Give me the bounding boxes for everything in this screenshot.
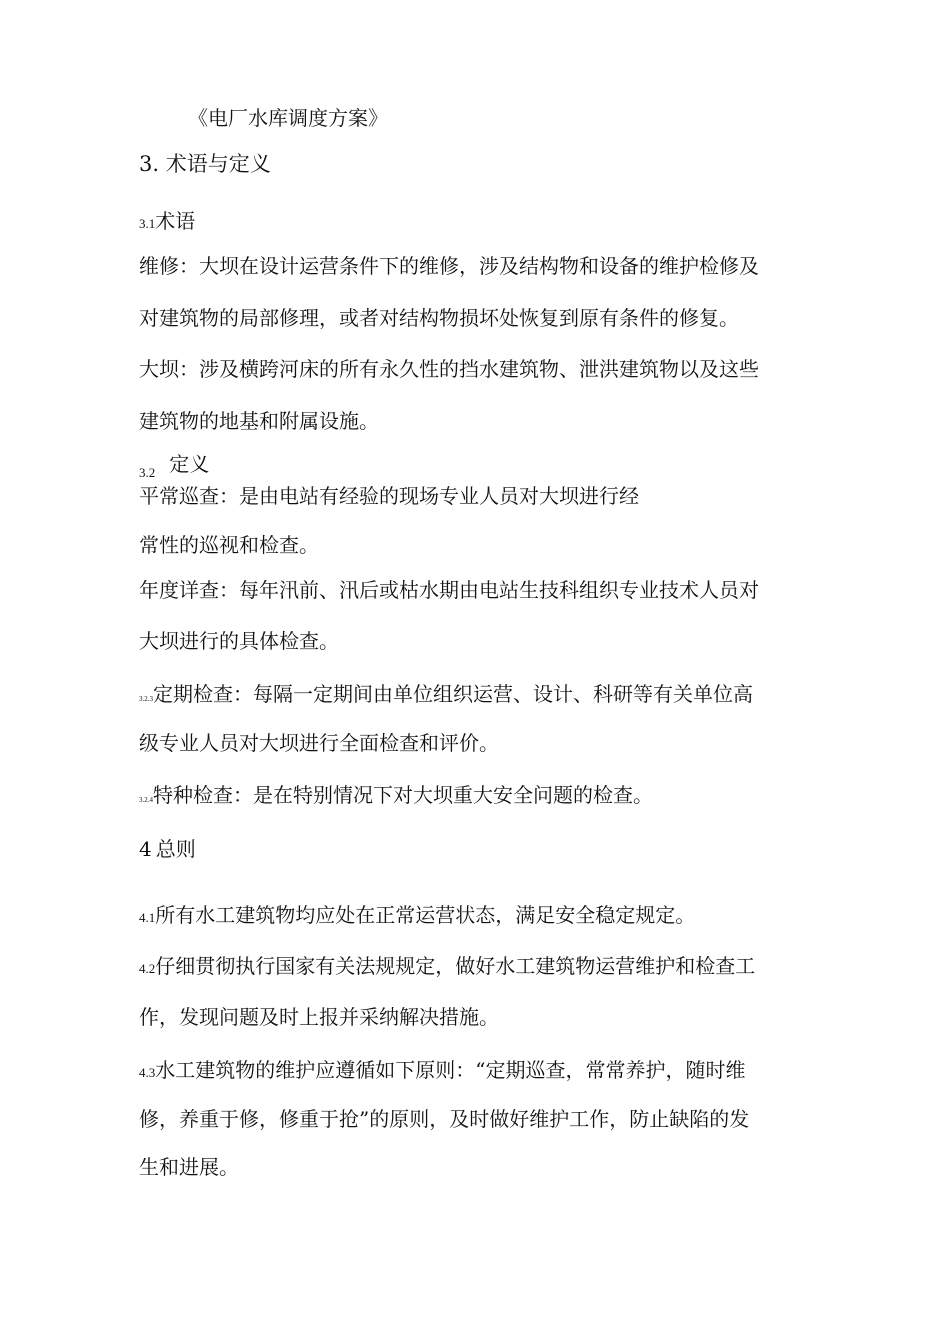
paragraph-line: 平常巡查：是由电站有经验的现场专业人员对大坝进行经 xyxy=(139,484,639,508)
section-number: 3.2 xyxy=(139,465,156,480)
paragraph-line: 大坝进行的具体检查。 xyxy=(139,629,339,653)
paragraph-line: 4.3水工建筑物的维护应遵循如下原则：“定期巡查，常常养护，随时维 xyxy=(139,1058,746,1082)
paragraph-line: 建筑物的地基和附属设施。 xyxy=(139,409,379,433)
paragraph-line: 3.2.3定期检查：每隔一定期间由单位组织运营、设计、科研等有关单位高 xyxy=(139,682,753,706)
section-3-heading: 3. 术语与定义 xyxy=(139,152,271,176)
paragraph-line: 常性的巡视和检查。 xyxy=(139,533,319,557)
clause-number: 4.2 xyxy=(139,961,156,976)
paragraph-line: 3.2.4特种检查：是在特别情况下对大坝重大安全问题的检查。 xyxy=(139,783,653,807)
paragraph-line: 生和进展。 xyxy=(139,1155,239,1179)
clause-number: 3.2.4 xyxy=(139,796,153,804)
paragraph-line: 级专业人员对大坝进行全面检查和评价。 xyxy=(139,731,499,755)
section-number: 4 xyxy=(139,837,152,861)
paragraph-line: 4.1所有水工建筑物均应处在正常运营状态，满足安全稳定规定。 xyxy=(139,903,696,927)
clause-number: 4.3 xyxy=(139,1065,156,1080)
paragraph-line: 对建筑物的局部修理，或者对结构物损坏处恢复到原有条件的修复。 xyxy=(139,306,739,330)
section-number: 3.1 xyxy=(139,216,156,231)
section-label: 总则 xyxy=(155,837,196,861)
clause-number: 4.1 xyxy=(139,910,156,925)
paragraph-line: 修，养重于修，修重于抢”的原则，及时做好维护工作，防止缺陷的发 xyxy=(139,1107,750,1131)
section-label: 术语 xyxy=(155,209,196,233)
paragraph-line: 维修：大坝在设计运营条件下的维修，涉及结构物和设备的维护检修及 xyxy=(139,254,759,278)
paragraph-line: 作，发现问题及时上报并采纳解决措施。 xyxy=(139,1005,499,1029)
section-4-heading xyxy=(139,835,196,863)
section-label: 定义 xyxy=(169,452,210,476)
paragraph-line: 大坝：涉及横跨河床的所有永久性的挡水建筑物、泄洪建筑物以及这些 xyxy=(139,357,759,381)
paragraph-line: 年度详查：每年汛前、汛后或枯水期由电站生技科组织专业技术人员对 xyxy=(139,578,759,602)
paragraph-line: 4.2仔细贯彻执行国家有关法规规定，做好水工建筑物运营维护和检查工 xyxy=(139,954,756,978)
section-3-1-heading xyxy=(139,207,195,238)
document-title: 《电厂水库调度方案》 xyxy=(188,106,388,130)
clause-number: 3.2.3 xyxy=(139,695,153,703)
section-3-2-heading xyxy=(139,450,209,481)
